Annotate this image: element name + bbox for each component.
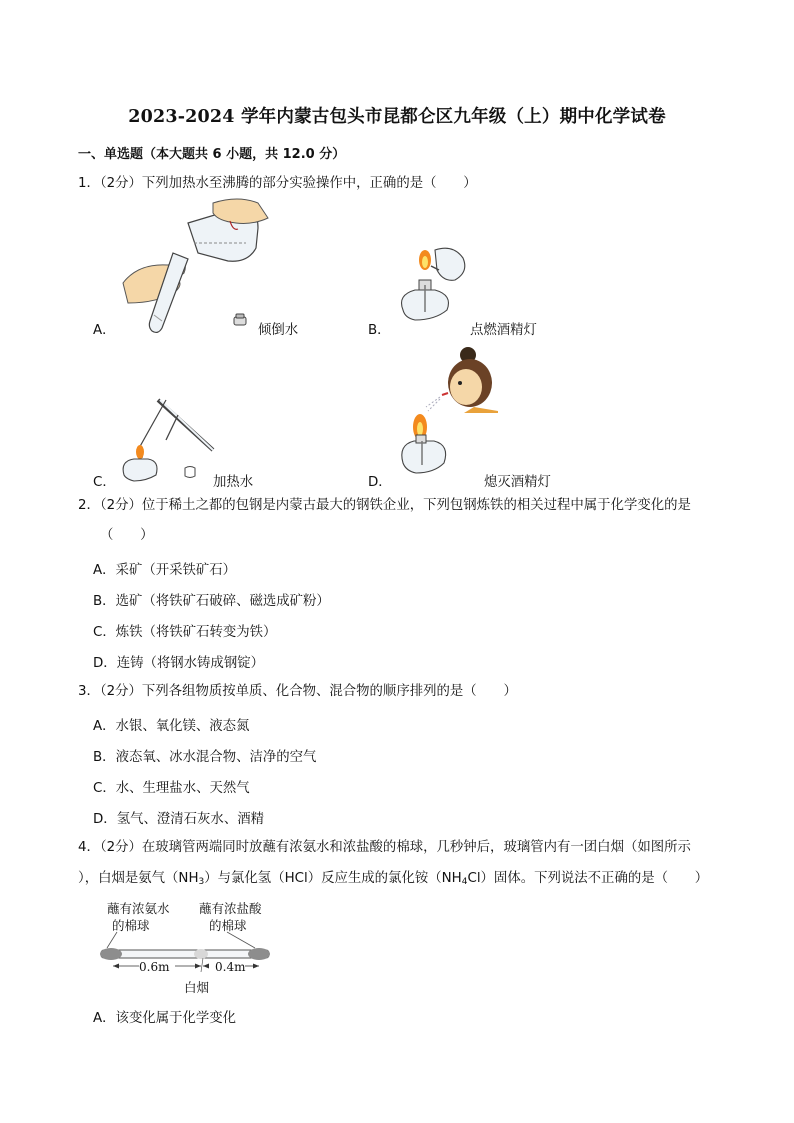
cotton-icon <box>183 465 197 479</box>
question-2-stem-cont: （ ） <box>100 528 154 543</box>
q4-option-a[interactable]: A．该变化属于化学变化 <box>93 1011 237 1026</box>
diagram-label-left-2: 的棉球 <box>112 918 150 933</box>
q2-option-d[interactable]: D．连铸（将钢水铸成钢锭） <box>93 656 264 671</box>
q1-option-c[interactable]: C． <box>93 475 116 490</box>
diagram-dist-right: 0.4m <box>215 960 246 974</box>
q2-option-a[interactable]: A．采矿（开采铁矿石） <box>93 563 237 578</box>
figure-heating-water <box>118 395 218 485</box>
figure-blowing-lamp <box>398 345 518 475</box>
q2-option-c[interactable]: C．炼铁（将铁矿石转变为铁） <box>93 625 277 640</box>
q1-option-a-caption: 倾倒水 <box>258 323 299 338</box>
q1-option-b-caption: 点燃酒精灯 <box>470 323 537 338</box>
diagram-label-right-2: 的棉球 <box>209 918 247 933</box>
q3-option-b[interactable]: B．液态氧、冰水混合物、洁净的空气 <box>93 750 317 765</box>
figure-lighting-lamp <box>395 240 475 330</box>
question-3-stem: 3．（2分）下列各组物质按单质、化合物、混合物的顺序排列的是（ ） <box>78 684 517 699</box>
q1-option-d-caption: 熄灭酒精灯 <box>484 475 551 490</box>
figure-pouring-water <box>118 203 278 333</box>
q1-option-b[interactable]: B． <box>368 323 391 338</box>
q1-option-c-caption: 加热水 <box>213 475 254 490</box>
q2-option-b[interactable]: B．选矿（将铁矿石破碎、磁选成矿粉） <box>93 594 330 609</box>
diagram-smoke-label: 白烟 <box>184 980 210 995</box>
q3-option-d[interactable]: D．氢气、澄清石灰水、酒精 <box>93 812 264 827</box>
question-4-stem-cont: ），白烟是氨气$(NH_3)$与氯化氢（HCl）反应生成的氯化铵$(NH_4Cl)$固体。下列说法不正确的是（ ） <box>78 871 709 887</box>
bottle-cap-icon <box>233 314 247 326</box>
page-title: 2023-2024 学年内蒙古包头市昆都仑区九年级（上）期中化学试卷 <box>128 107 666 127</box>
question-1-stem: 1．（2分）下列加热水至沸腾的部分实验操作中，正确的是（ ） <box>78 176 477 191</box>
glass-tube-diagram <box>95 932 275 972</box>
question-4-stem: 4．（2分）在玻璃管两端同时放蘸有浓氨水和浓盐酸的棉球，几秒钟后，玻璃管内有一团白烟（如图所示 <box>78 840 691 855</box>
diagram-dist-left: 0.6m <box>139 960 170 974</box>
diagram-label-right-1: 蘸有浓盐酸 <box>199 901 262 916</box>
q3-option-a[interactable]: A．水银、氧化镁、液态氮 <box>93 719 250 734</box>
question-2-stem: 2．（2分）位于稀土之都的包钢是内蒙古最大的钢铁企业，下列包钢炼铁的相关过程中属于化学变化的是 <box>78 498 691 513</box>
q1-option-d[interactable]: D． <box>368 475 392 490</box>
q3-option-c[interactable]: C．水、生理盐水、天然气 <box>93 781 250 796</box>
section-heading: 一、单选题（本大题共 6 小题，共 12.0 分） <box>78 147 346 162</box>
q1-option-a[interactable]: A． <box>93 323 116 338</box>
diagram-label-left-1: 蘸有浓氨水 <box>107 901 170 916</box>
